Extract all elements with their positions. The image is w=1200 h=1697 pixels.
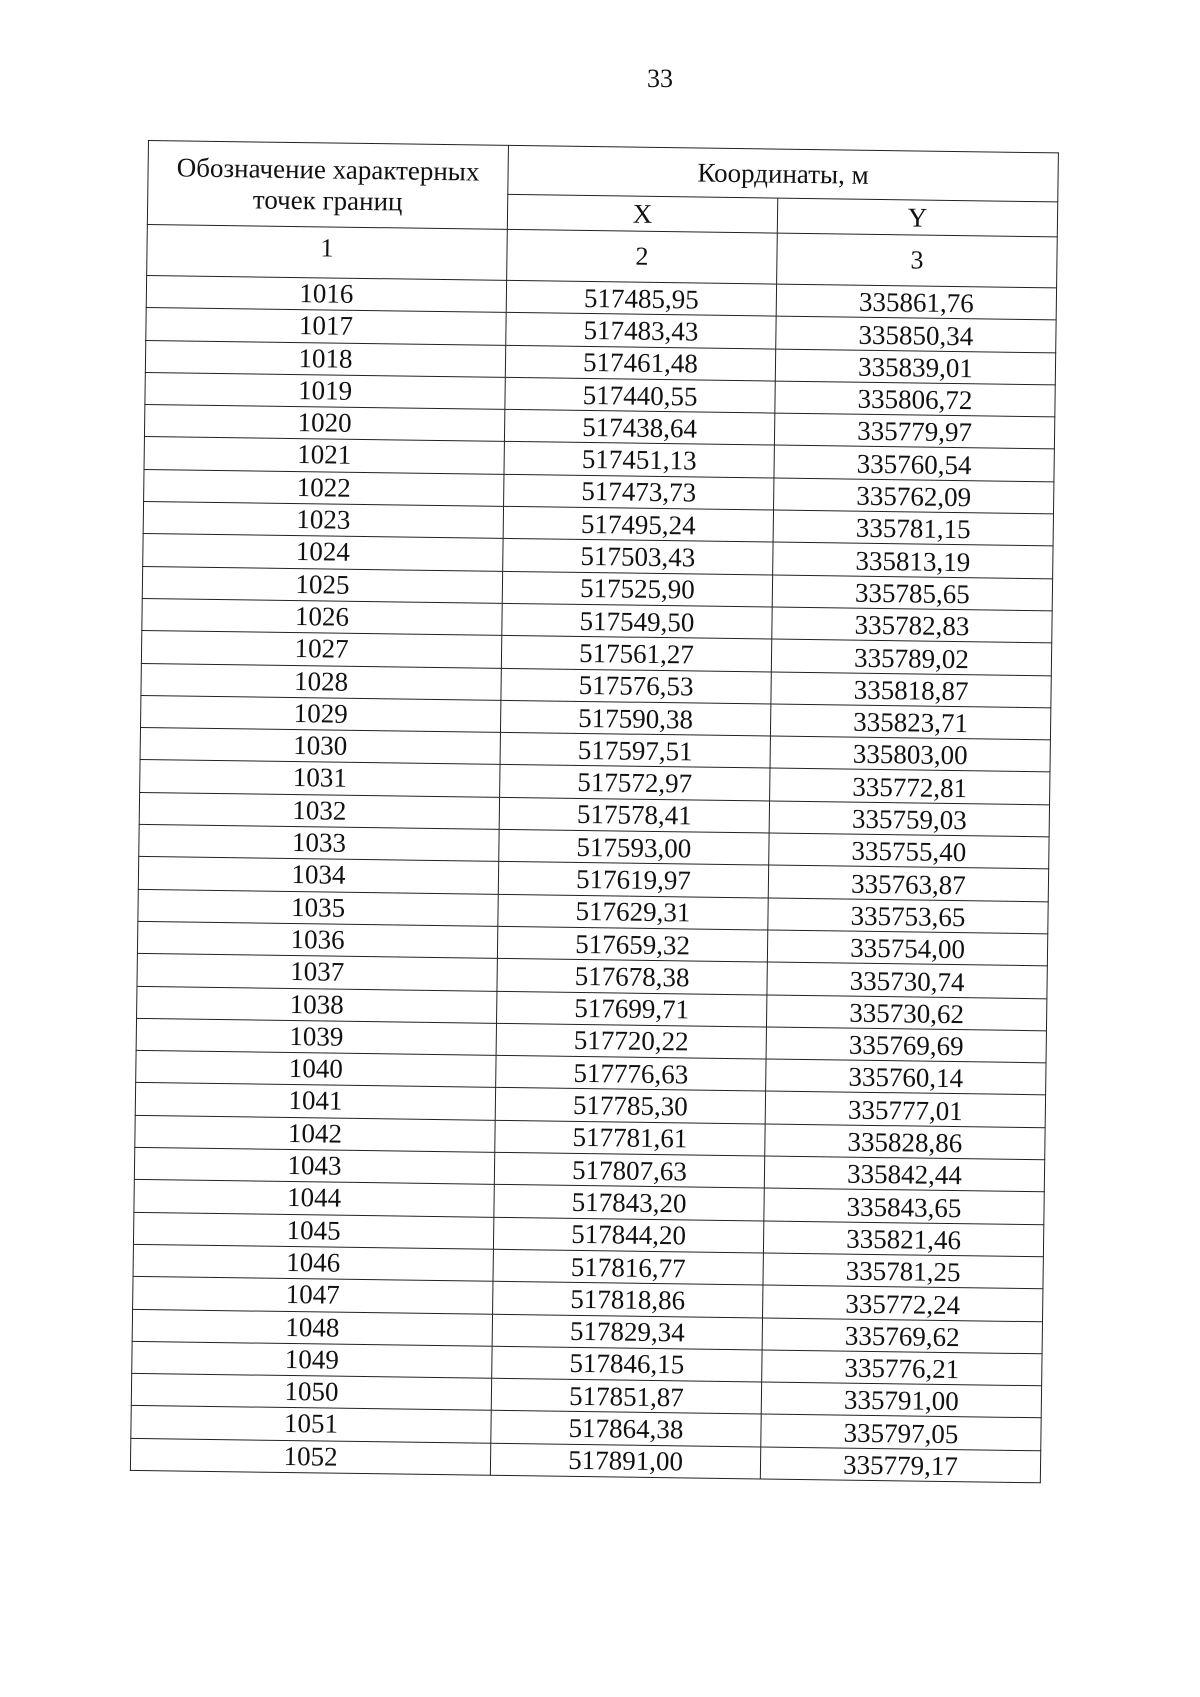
y-coordinate-cell: 335754,00 [767,930,1047,966]
coordinates-table-body [130,275,1056,1482]
header-column-number-2: 2 [507,229,778,284]
point-id-cell: 1046 [133,1244,493,1281]
header-y-label: Y [777,198,1057,237]
y-coordinate-cell: 335791,00 [761,1382,1041,1418]
header-x-label: X [507,194,777,233]
x-coordinate-cell: 517843,20 [494,1185,764,1221]
y-coordinate-cell: 335828,86 [765,1124,1045,1160]
y-coordinate-cell: 335769,62 [762,1317,1042,1353]
x-coordinate-cell: 517485,95 [506,280,776,316]
x-coordinate-cell: 517473,73 [504,474,774,510]
y-coordinate-cell: 335755,40 [769,833,1049,869]
x-coordinate-cell: 517597,51 [500,733,770,769]
x-coordinate-cell: 517891,00 [490,1443,760,1479]
y-coordinate-cell: 335779,17 [760,1447,1040,1483]
y-coordinate-cell: 335842,44 [764,1156,1044,1192]
point-id-cell: 1041 [135,1083,495,1120]
x-coordinate-cell: 517844,20 [493,1217,763,1253]
y-coordinate-cell: 335850,34 [776,316,1056,352]
x-coordinate-cell: 517572,97 [500,765,770,801]
point-id-cell: 1029 [141,695,501,732]
x-coordinate-cell: 517846,15 [492,1346,762,1382]
point-id-cell: 1024 [143,534,503,571]
x-coordinate-cell: 517483,43 [506,313,776,349]
x-coordinate-cell: 517776,63 [496,1055,766,1091]
point-id-cell: 1045 [133,1212,493,1249]
point-id-cell: 1038 [137,986,497,1023]
point-id-cell: 1036 [137,921,497,958]
x-coordinate-cell: 517864,38 [491,1411,761,1447]
y-coordinate-cell: 335781,15 [773,510,1053,546]
y-coordinate-cell: 335861,76 [776,284,1056,320]
point-id-cell: 1028 [141,663,501,700]
y-coordinate-cell: 335763,87 [768,865,1048,901]
y-coordinate-cell: 335782,83 [772,607,1052,643]
x-coordinate-cell: 517495,24 [503,506,773,542]
point-id-cell: 1018 [145,340,505,377]
y-coordinate-cell: 335806,72 [775,381,1055,417]
point-id-cell: 1023 [143,502,503,539]
x-coordinate-cell: 517525,90 [502,571,772,607]
point-id-cell: 1031 [140,760,500,797]
y-coordinate-cell: 335818,87 [771,672,1051,708]
x-coordinate-cell: 517561,27 [501,636,771,672]
y-coordinate-cell: 335730,74 [767,962,1047,998]
coordinates-table-wrapper [130,140,1058,1483]
x-coordinate-cell: 517785,30 [495,1088,765,1124]
x-coordinate-cell: 517576,53 [501,668,771,704]
y-coordinate-cell: 335777,01 [765,1091,1045,1127]
point-id-cell: 1052 [130,1438,490,1475]
x-coordinate-cell: 517659,32 [497,926,767,962]
x-coordinate-cell: 517678,38 [497,959,767,995]
y-coordinate-cell: 335813,19 [773,542,1053,578]
x-coordinate-cell: 517503,43 [503,539,773,575]
point-id-cell: 1050 [131,1373,491,1410]
point-id-cell: 1025 [142,566,502,603]
point-id-cell: 1043 [134,1147,494,1184]
y-coordinate-cell: 335823,71 [770,704,1050,740]
point-id-cell: 1020 [144,405,504,442]
x-coordinate-cell: 517590,38 [500,700,770,736]
y-coordinate-cell: 335759,03 [769,801,1049,837]
point-id-cell: 1026 [142,598,502,635]
x-coordinate-cell: 517451,13 [504,442,774,478]
point-id-cell: 1049 [132,1341,492,1378]
point-id-cell: 1035 [138,889,498,926]
y-coordinate-cell: 335760,14 [766,1059,1046,1095]
point-id-cell: 1044 [134,1180,494,1217]
x-coordinate-cell: 517851,87 [491,1378,761,1414]
point-id-cell: 1030 [140,728,500,765]
x-coordinate-cell: 517629,31 [498,894,768,930]
y-coordinate-cell: 335781,25 [763,1253,1043,1289]
x-coordinate-cell: 517829,34 [492,1314,762,1350]
point-id-cell: 1027 [141,631,501,668]
y-coordinate-cell: 335797,05 [761,1414,1041,1450]
page-number: 33 [647,64,673,93]
point-id-cell: 1039 [136,1018,496,1055]
y-coordinate-cell: 335779,97 [774,413,1054,449]
y-coordinate-cell: 335803,00 [770,736,1050,772]
x-coordinate-cell: 517816,77 [493,1249,763,1285]
y-coordinate-cell: 335730,62 [766,995,1046,1031]
x-coordinate-cell: 517461,48 [505,345,775,381]
x-coordinate-cell: 517720,22 [496,1023,766,1059]
x-coordinate-cell: 517438,64 [504,410,774,446]
x-coordinate-cell: 517549,50 [502,603,772,639]
y-coordinate-cell: 335762,09 [774,478,1054,514]
y-coordinate-cell: 335772,24 [763,1285,1043,1321]
x-coordinate-cell: 517818,86 [493,1282,763,1318]
y-coordinate-cell: 335776,21 [762,1350,1042,1386]
x-coordinate-cell: 517781,61 [495,1120,765,1156]
point-id-cell: 1021 [144,437,504,474]
point-id-cell: 1017 [146,308,506,345]
point-id-cell: 1016 [146,275,506,312]
y-coordinate-cell: 335839,01 [775,349,1055,385]
header-points-label: Обозначение характерных точек границ [147,141,508,230]
point-id-cell: 1034 [138,857,498,894]
header-coordinates-label: Координаты, м [508,145,1059,201]
coordinates-table [130,140,1059,1483]
header-column-number-3: 3 [777,233,1058,288]
point-id-cell: 1040 [136,1051,496,1088]
y-coordinate-cell: 335769,69 [766,1027,1046,1063]
y-coordinate-cell: 335785,65 [772,575,1052,611]
x-coordinate-cell: 517699,71 [497,991,767,1027]
x-coordinate-cell: 517807,63 [494,1152,764,1188]
y-coordinate-cell: 335789,02 [771,639,1051,675]
point-id-cell: 1032 [139,792,499,829]
point-id-cell: 1022 [144,469,504,506]
point-id-cell: 1042 [135,1115,495,1152]
y-coordinate-cell: 335753,65 [768,898,1048,934]
point-id-cell: 1033 [139,824,499,861]
point-id-cell: 1048 [132,1309,492,1346]
y-coordinate-cell: 335821,46 [763,1221,1043,1257]
point-id-cell: 1019 [145,372,505,409]
y-coordinate-cell: 335843,65 [764,1188,1044,1224]
y-coordinate-cell: 335760,54 [774,446,1054,482]
x-coordinate-cell: 517619,97 [498,862,768,898]
x-coordinate-cell: 517593,00 [499,829,769,865]
point-id-cell: 1047 [133,1277,493,1314]
header-column-number-1: 1 [147,224,508,280]
point-id-cell: 1051 [131,1406,491,1443]
y-coordinate-cell: 335772,81 [770,768,1050,804]
x-coordinate-cell: 517440,55 [505,377,775,413]
x-coordinate-cell: 517578,41 [499,797,769,833]
point-id-cell: 1037 [137,954,497,991]
